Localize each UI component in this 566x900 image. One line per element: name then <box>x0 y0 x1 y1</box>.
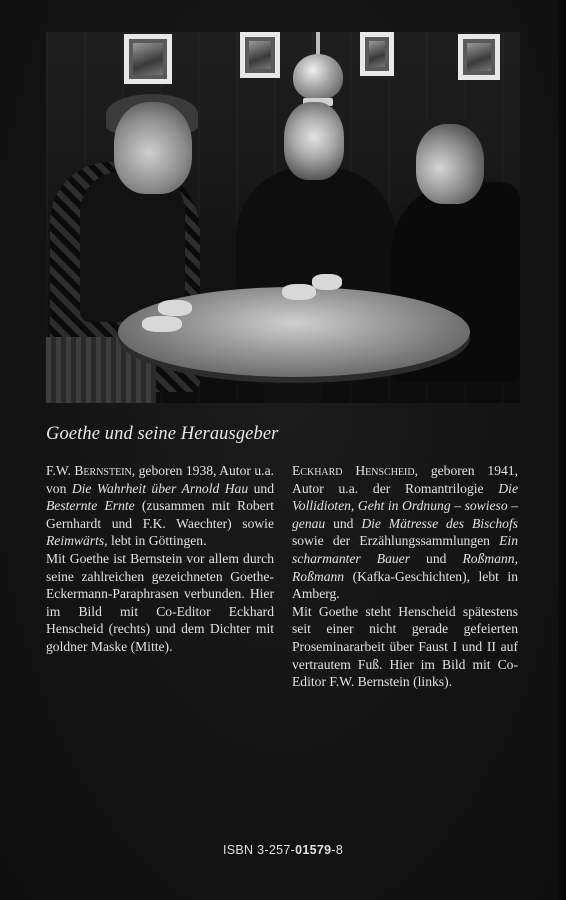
henscheid-text-2: und <box>325 515 362 531</box>
picture-frame-4 <box>458 34 500 80</box>
author-photograph <box>46 32 520 403</box>
bernstein-text-4: , lebt in Göttingen. <box>104 533 207 549</box>
henscheid-text-5: (Kafka-Geschichten), lebt in Amberg. <box>292 568 518 602</box>
right-person-head <box>416 124 484 204</box>
bernstein-surname: Bernstein <box>74 463 132 478</box>
henscheid-book-3: Ein scharmanter Bauer <box>292 533 518 566</box>
bernstein-text-3: (zusammen mit Robert Gernhardt und F.K. Waechter) sowie <box>46 498 275 531</box>
middle-figure-hand-2 <box>312 274 342 290</box>
picture-frame-2 <box>240 32 280 78</box>
bernstein-book-3: Reimwärts <box>46 533 105 549</box>
bernstein-text-2: und <box>248 480 274 496</box>
left-person-hand <box>158 300 192 316</box>
cover-edge <box>558 0 566 900</box>
isbn-number: 01579 <box>295 843 332 857</box>
bernstein-para-1 <box>46 462 274 550</box>
bernstein-book-2: Besternte Ernte <box>46 498 135 514</box>
henscheid-text-1: , geboren 1941, Autor u.a. der Romantrilogie <box>292 463 518 496</box>
headline: Goethe und seine Herausgeber <box>46 424 279 444</box>
left-person-hand-2 <box>142 316 182 332</box>
henscheid-book-4: Roßmann, Roßmann <box>292 550 519 584</box>
middle-figure-hand <box>282 284 316 300</box>
henscheid-para-1 <box>292 462 518 603</box>
henscheid-para-2: Mit Goethe steht Henscheid spätestens seit einer nicht gerade gefeierten Proseminararbeit über Faust I und II auf vertrautem Fuß. Hier im Bild mit Co-Editor F.W. Bernstein (links). <box>292 603 518 690</box>
isbn-prefix: ISBN 3-257- <box>223 843 296 857</box>
bernstein-first-name: F.W. <box>46 463 71 478</box>
bernstein-book-1: Die Wahrheit über Arnold Hau <box>71 480 249 496</box>
bernstein-para-2: Mit Goethe ist Bernstein vor allem durch seine zahlreichen gezeichneten Goethe-Eckermann-Paraphrasen verbunden. Hier im Bild mit Co-Editor Eckhard Henscheid (rechts) und dem Dichter mit goldner Maske (Mitte). <box>46 550 274 654</box>
isbn <box>223 843 343 857</box>
henscheid-text-4: und <box>410 550 463 566</box>
bernstein-bio <box>46 462 274 656</box>
bernstein-text-1: , geboren 1938, Autor u.a. von <box>46 463 275 496</box>
henscheid-book-2: Die Mätresse des Bischofs <box>361 515 519 531</box>
picture-frame-1 <box>124 34 172 84</box>
golden-mask <box>284 102 344 180</box>
left-person-head <box>114 102 192 194</box>
picture-frame-3 <box>360 32 394 76</box>
henscheid-name: Eckhard Henscheid <box>292 463 415 478</box>
lamp-globe <box>293 54 343 100</box>
lamp-stem <box>316 32 320 56</box>
henscheid-bio <box>292 462 518 691</box>
henscheid-text-3: sowie der Erzählungssammlungen <box>292 533 500 549</box>
isbn-check-digit: -8 <box>331 843 344 857</box>
henscheid-book-1: Die Vollidioten, Geht in Ordnung – sowieso – genau <box>292 480 518 531</box>
